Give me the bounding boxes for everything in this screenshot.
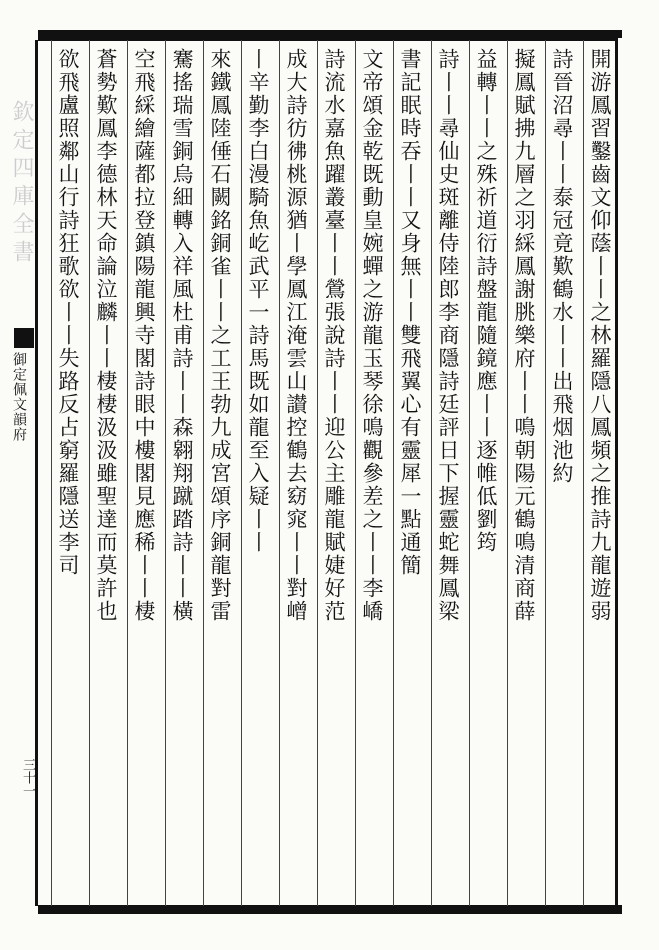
column-rule: [469, 40, 470, 906]
page-number: 三十一: [20, 758, 35, 797]
column-rule: [583, 40, 584, 906]
column-rule: [317, 40, 318, 906]
column-rule: [279, 40, 280, 906]
column-rule: [127, 40, 128, 906]
column-rule: [203, 40, 204, 906]
text-column-9: 成大詩彷彿桃源猶丨學鳳江淹雲山讃控鶴去窈窕丨丨對嶒: [284, 48, 308, 623]
column-rule: [393, 40, 394, 906]
column-rule: [241, 40, 242, 906]
text-column-15: 欲飛盧照鄰山行詩狂歌欲丨丨失路反占窮羅隱送李司: [56, 48, 80, 577]
text-column-7: 文帝頌金乾既動皇婉蟬之游龍玉琴徐鳴觀參差之丨丨李嶠: [360, 48, 384, 623]
text-column-3: 擬鳳賦拂九層之羽綵鳳謝朓樂府丨丨鳴朝陽元鶴鳴清商薛: [512, 48, 536, 623]
column-rule: [51, 40, 52, 906]
column-rule: [545, 40, 546, 906]
text-column-6: 書記眠時吞丨丨又身無丨丨雙飛翼心有靈犀一點通簡: [398, 48, 422, 577]
text-column-1: 開游鳳習鑿齒文仰蔭丨丨之林羅隱八鳳頻之推詩九龍遊弱: [588, 48, 612, 623]
text-column-2: 詩晉沼尋丨丨泰冠竟歎鶴水丨丨出飛烟池約: [550, 48, 574, 485]
text-column-14: 蒼勢歎鳳李德林天命論泣麟丨丨棲棲汲汲雖聖達而莫許也: [94, 48, 118, 623]
column-rule: [89, 40, 90, 906]
column-rule: [507, 40, 508, 906]
column-rule: [355, 40, 356, 906]
text-column-13: 空飛綵繪薩都拉登鎮陽龍興寺閣詩眼中樓閣見應稀丨丨棲: [132, 48, 156, 623]
text-column-11: 來鐵鳳陸倕石闕銘銅雀丨丨之工王勃九成宮頌序銅龍對雷: [208, 48, 232, 623]
text-column-12: 騫搖瑞雪銅烏細轉入祥風杜甫詩丨丨森翱翔蹴踏詩丨丨橫: [170, 48, 194, 623]
bleed-through-ghost-text: 欽定四庫全書: [9, 100, 34, 268]
text-column-8: 詩流水嘉魚躍叢臺丨丨鶯張說詩丨丨迎公主雕龍賦婕好范: [322, 48, 346, 623]
page-margin: [0, 40, 38, 906]
margin-title: 御定佩文韻府: [11, 352, 27, 442]
text-column-10: 丨辛勤李白漫騎魚屹武平一詩馬既如龍至入疑丨丨: [246, 48, 270, 554]
column-rule: [165, 40, 166, 906]
column-rule: [431, 40, 432, 906]
text-column-5: 詩丨丨尋仙史斑離侍陸郎李商隱詩廷評日下握靈蛇舞鳳梁: [436, 48, 460, 623]
text-column-4: 益轉丨丨之殊祈道衍詩盤龍隨鏡應丨丨逐帷低劉筠: [474, 48, 498, 554]
margin-label-mark: [14, 328, 34, 348]
top-border: [38, 30, 622, 38]
